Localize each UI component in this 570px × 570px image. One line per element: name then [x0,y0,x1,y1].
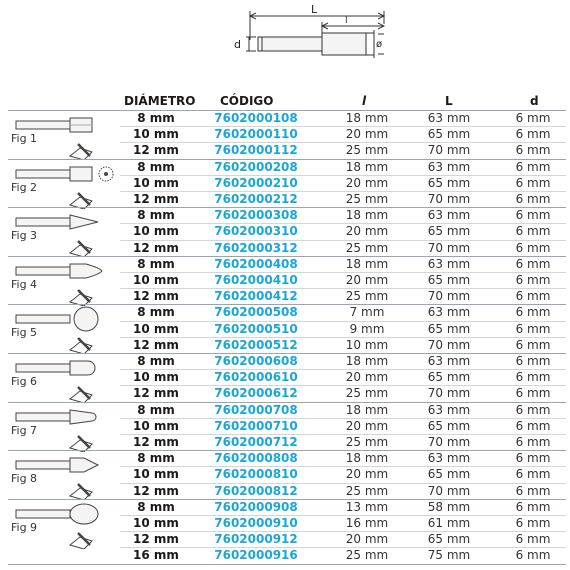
total-length-cell: 63 mm [427,256,471,271]
figure-label: Fig 4 [11,277,38,291]
total-length-cell: 70 mm [427,240,471,255]
total-length-cell: 65 mm [427,467,471,482]
diameter-cell: 8 mm [137,159,175,174]
shank-cell: 6 mm [515,143,551,158]
total-length-cell: 63 mm [427,305,471,320]
shank-cell: 6 mm [515,354,551,368]
dim-diameter-label: ø [376,39,383,50]
group-divider [8,564,566,565]
shank-cell: 6 mm [515,175,551,190]
head-length-cell: 25 mm [345,435,389,449]
total-length-cell: 70 mm [427,143,471,158]
code-cell: 7602000812 [214,483,298,498]
total-length-cell: 58 mm [427,499,471,514]
code-cell: 7602000908 [214,499,298,514]
code-cell: 7602000308 [214,208,298,223]
shank-cell: 6 mm [515,483,551,498]
head-length-cell: 25 mm [345,143,389,158]
diameter-cell: 12 mm [133,240,179,255]
header-diameter: DIÁMETRO [124,94,196,108]
shank-cell: 6 mm [515,289,551,304]
head-length-cell: 25 mm [345,548,389,563]
diameter-cell: 10 mm [133,418,179,433]
total-length-cell: 63 mm [427,208,471,223]
diameter-cell: 8 mm [137,354,175,368]
head-length-cell: 20 mm [345,273,389,287]
header-total-length: L [445,94,453,108]
head-length-cell: 18 mm [345,451,389,466]
header-head-length: l [362,94,367,108]
head-length-cell: 20 mm [345,127,389,142]
code-cell: 7602000912 [214,532,298,547]
shank-cell: 6 mm [515,321,551,336]
total-length-cell: 70 mm [427,192,471,206]
head-length-cell: 20 mm [345,418,389,433]
shank-cell: 6 mm [515,240,551,255]
code-cell: 7602000408 [214,256,298,271]
total-length-cell: 70 mm [427,483,471,498]
shank-cell: 6 mm [515,499,551,514]
total-length-cell: 65 mm [427,532,471,547]
diameter-cell: 10 mm [133,175,179,190]
code-cell: 7602000412 [214,289,298,304]
diameter-cell: 10 mm [133,467,179,482]
code-cell: 7602000910 [214,516,298,530]
shank-cell: 6 mm [515,370,551,385]
figure-label: Fig 2 [11,180,38,194]
total-length-cell: 70 mm [427,435,471,449]
diameter-cell: 12 mm [133,289,179,304]
code-cell: 7602000612 [214,386,298,401]
total-length-cell: 63 mm [427,354,471,368]
head-length-cell: 18 mm [345,256,389,271]
head-length-cell: 20 mm [345,532,389,547]
head-length-cell: 13 mm [345,499,389,514]
head-length-cell: 10 mm [345,337,389,352]
diameter-cell: 12 mm [133,386,179,401]
shank-cell: 6 mm [515,386,551,401]
figure-label: Fig 5 [11,326,38,340]
head-length-cell: 25 mm [345,240,389,255]
total-length-cell: 63 mm [427,111,471,125]
total-length-cell: 65 mm [427,273,471,287]
shank-cell: 6 mm [515,192,551,206]
shank-cell: 6 mm [515,532,551,547]
shank-cell: 6 mm [515,418,551,433]
figure-label: Fig 3 [11,229,38,243]
total-length-cell: 63 mm [427,451,471,466]
diameter-cell: 10 mm [133,273,179,287]
dim-d-label: d [234,38,241,51]
total-length-cell: 65 mm [427,175,471,190]
total-length-cell: 70 mm [427,337,471,352]
total-length-cell: 63 mm [427,159,471,174]
code-cell: 7602000112 [214,143,298,158]
head-length-cell: 20 mm [345,467,389,482]
shank-cell: 6 mm [515,467,551,482]
total-length-cell: 70 mm [427,289,471,304]
head-length-cell: 25 mm [345,289,389,304]
code-cell: 7602000310 [214,224,298,239]
diameter-cell: 8 mm [137,402,175,417]
diameter-cell: 10 mm [133,516,179,530]
total-length-cell: 65 mm [427,370,471,385]
head-length-cell: 20 mm [345,175,389,190]
code-cell: 7602000212 [214,192,298,206]
head-length-cell: 20 mm [345,370,389,385]
total-length-cell: 75 mm [427,548,471,563]
total-length-cell: 61 mm [427,516,471,530]
code-cell: 7602000510 [214,321,298,336]
diameter-cell: 8 mm [137,111,175,125]
diameter-cell: 10 mm [133,321,179,336]
shank-cell: 6 mm [515,451,551,466]
head-length-cell: 18 mm [345,208,389,223]
diameter-cell: 12 mm [133,143,179,158]
head-length-cell: 20 mm [345,224,389,239]
shank-cell: 6 mm [515,273,551,287]
figure-label: Fig 7 [11,423,38,437]
shank-cell: 6 mm [515,402,551,417]
header-shank: d [530,94,539,108]
code-cell: 7602000110 [214,127,298,142]
head-length-cell: 18 mm [345,159,389,174]
shank-cell: 6 mm [515,111,551,125]
head-length-cell: 16 mm [345,516,389,530]
shank-cell: 6 mm [515,435,551,449]
diameter-cell: 8 mm [137,305,175,320]
head-length-cell: 18 mm [345,111,389,125]
code-cell: 7602000210 [214,175,298,190]
code-cell: 7602000208 [214,159,298,174]
figure-label: Fig 8 [11,472,38,486]
shank-cell: 6 mm [515,256,551,271]
shank-cell: 6 mm [515,516,551,530]
code-cell: 7602000810 [214,467,298,482]
head-length-cell: 18 mm [345,402,389,417]
code-cell: 7602000808 [214,451,298,466]
shank-cell: 6 mm [515,208,551,223]
head-length-cell: 25 mm [345,386,389,401]
code-cell: 7602000312 [214,240,298,255]
figure-label: Fig 6 [11,375,38,388]
code-cell: 7602000916 [214,548,298,563]
head-length-cell: 25 mm [345,192,389,206]
diameter-cell: 12 mm [133,192,179,206]
diameter-cell: 16 mm [133,548,179,563]
total-length-cell: 63 mm [427,402,471,417]
dim-l-label: l [345,16,348,26]
head-length-cell: 7 mm [349,305,385,320]
dimension-diagram [0,0,570,80]
figure-label: Fig 9 [11,520,38,534]
shank-cell: 6 mm [515,224,551,239]
head-length-cell: 25 mm [345,483,389,498]
diameter-cell: 12 mm [133,532,179,547]
diameter-cell: 10 mm [133,370,179,385]
diameter-cell: 8 mm [137,499,175,514]
dim-L-label: L [311,3,318,16]
diameter-cell: 12 mm [133,435,179,449]
shank-cell: 6 mm [515,127,551,142]
diameter-cell: 12 mm [133,483,179,498]
code-cell: 7602000712 [214,435,298,449]
code-cell: 7602000608 [214,354,298,368]
shank-cell: 6 mm [515,305,551,320]
code-cell: 7602000508 [214,305,298,320]
figure-label: Fig 1 [11,132,38,145]
shank-cell: 6 mm [515,548,551,563]
shank-cell: 6 mm [515,159,551,174]
diameter-cell: 10 mm [133,224,179,239]
code-cell: 7602000610 [214,370,298,385]
total-length-cell: 65 mm [427,127,471,142]
header-code: CÓDIGO [220,94,274,108]
total-length-cell: 65 mm [427,321,471,336]
code-cell: 7602000710 [214,418,298,433]
diameter-cell: 8 mm [137,256,175,271]
code-cell: 7602000512 [214,337,298,352]
head-length-cell: 9 mm [349,321,385,336]
code-cell: 7602000410 [214,273,298,287]
diameter-cell: 8 mm [137,208,175,223]
diameter-cell: 12 mm [133,337,179,352]
head-length-cell: 18 mm [345,354,389,368]
total-length-cell: 70 mm [427,386,471,401]
total-length-cell: 65 mm [427,418,471,433]
total-length-cell: 65 mm [427,224,471,239]
code-cell: 7602000708 [214,402,298,417]
diameter-cell: 10 mm [133,127,179,142]
code-cell: 7602000108 [214,111,298,125]
diameter-cell: 8 mm [137,451,175,466]
shank-cell: 6 mm [515,337,551,352]
